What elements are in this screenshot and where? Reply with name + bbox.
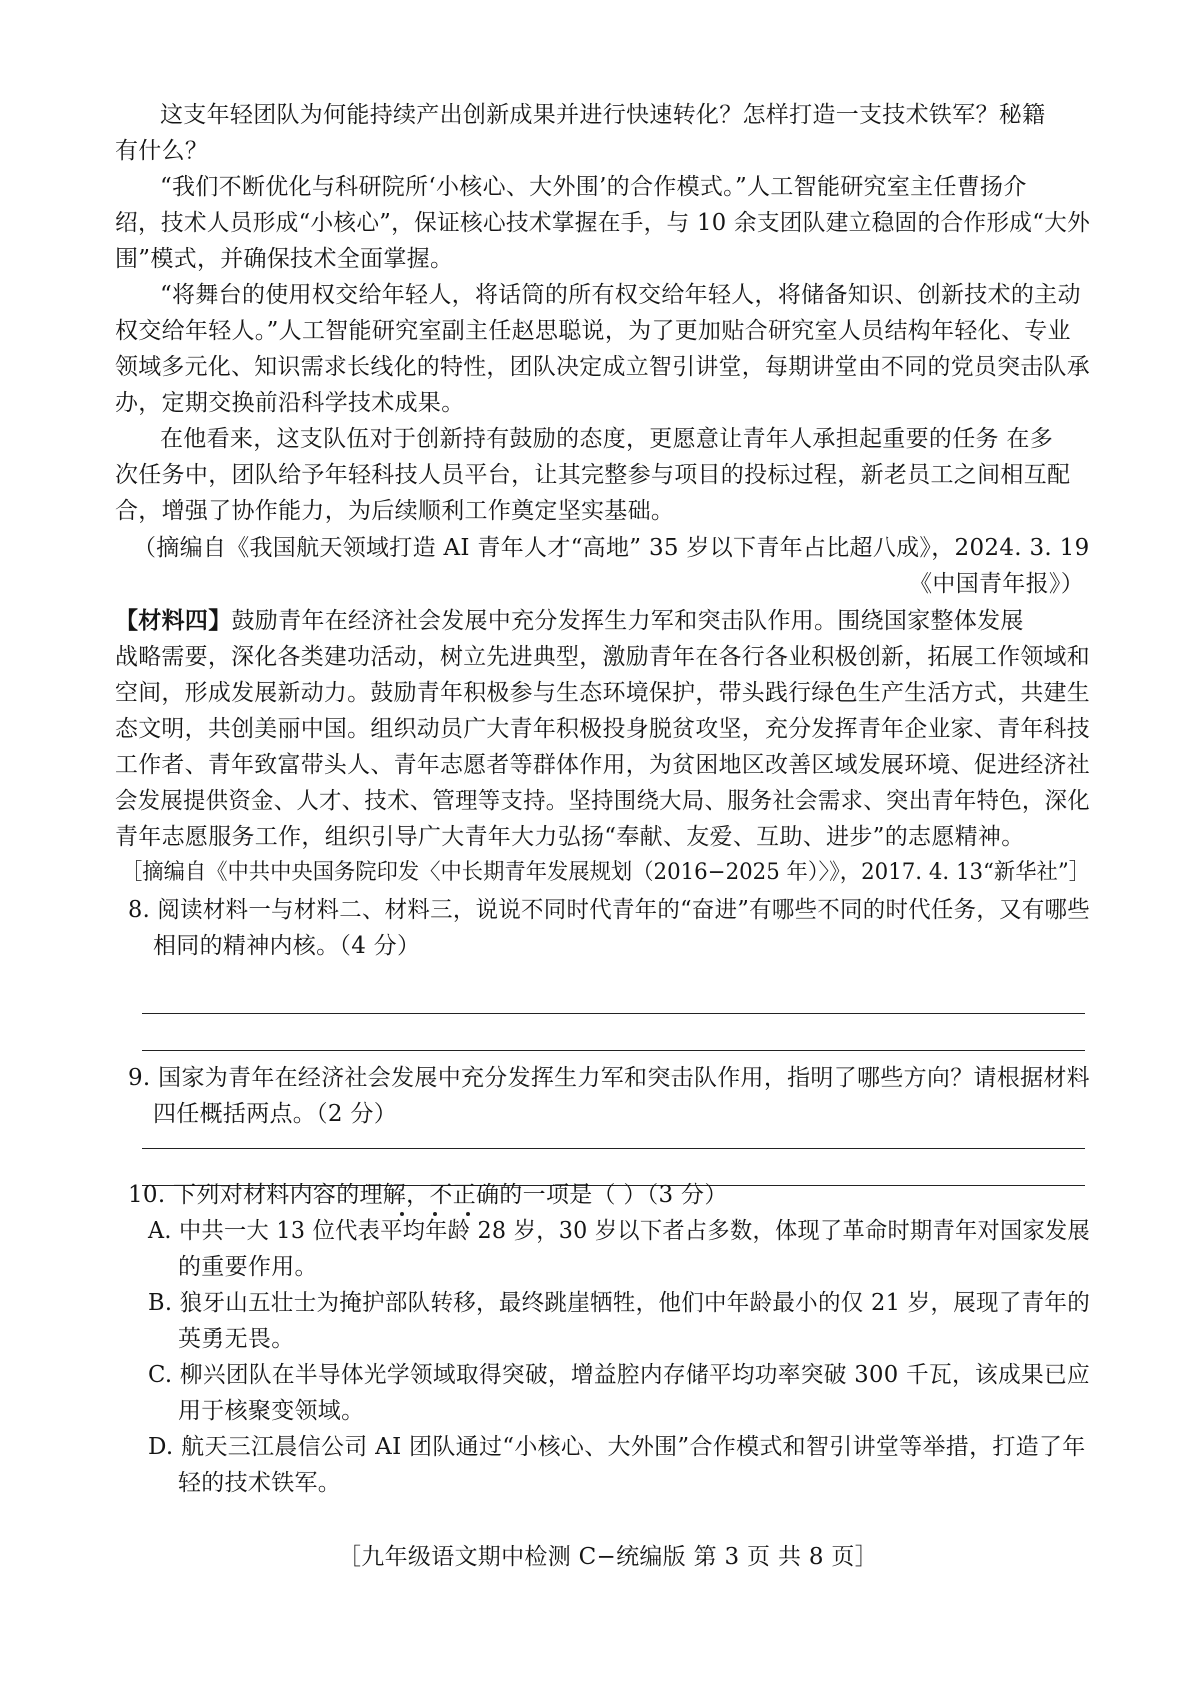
question-10-stem: 10. 下列对材料内容的理解，不正确的一项是（ ）（3 分）	[128, 1182, 728, 1208]
option-b: 英勇无畏。	[178, 1326, 295, 1352]
answer-line-q8[interactable]	[142, 1013, 1085, 1014]
text-line: 绍，技术人员形成“小核心”，保证核心技术掌握在手，与 10 余支团队建立稳固的合作形成“大外	[115, 210, 1091, 236]
text-line: 围”模式，并确保技术全面掌握。	[115, 246, 454, 272]
text-line: 办，定期交换前沿科学技术成果。	[115, 390, 465, 416]
material4-first-line	[115, 606, 1024, 636]
text-line: 有什么？	[115, 138, 209, 164]
option-c: 用于核聚变领域。	[178, 1398, 365, 1424]
option-a: 的重要作用。	[178, 1254, 318, 1280]
text-line: 战略需要，深化各类建功活动，树立先进典型，激励青年在各行各业积极创新，拓展工作领域和	[115, 644, 1090, 670]
source-citation: （摘编自《我国航天领域打造 AI 青年人才“高地” 35 岁以下青年占比超八成》，2024. 3. 19	[133, 535, 1090, 561]
text-line: 合，增强了协作能力，为后续顺利工作奠定坚实基础。	[115, 498, 675, 524]
answer-line-q9[interactable]	[142, 1148, 1085, 1149]
option-d: 轻的技术铁军。	[178, 1470, 342, 1496]
question-8: 8. 阅读材料一与材料二、材料三，说说不同时代青年的“奋进”有哪些不同的时代任务，又有哪些	[128, 897, 1091, 923]
text-line: 空间，形成发展新动力。鼓励青年积极参与生态环境保护，带头践行绿色生产生活方式，共建生	[115, 680, 1090, 706]
option-a: A. 中共一大 13 位代表平均年龄 28 岁，30 岁以下者占多数，体现了革命时期青年对国家发展	[148, 1218, 1091, 1244]
text-line: 青年志愿服务工作，组织引导广大青年大力弘扬“奉献、友爱、互助、进步”的志愿精神。	[115, 824, 1025, 850]
text-line: 会发展提供资金、人才、技术、管理等支持。坚持围绕大局、服务社会需求、突出青年特色，深化	[115, 788, 1090, 814]
text-line: 权交给年轻人。”人工智能研究室副主任赵思聪说，为了更加贴合研究室人员结构年轻化、专业	[115, 318, 1071, 344]
text-line: 领域多元化、知识需求长线化的特性，团队决定成立智引讲堂，每期讲堂由不同的党员突击队承	[115, 354, 1090, 380]
option-d: D. 航天三江晨信公司 AI 团队通过“小核心、大外围”合作模式和智引讲堂等举措，打造了年	[148, 1434, 1086, 1460]
text-line: 这支年轻团队为何能持续产出创新成果并进行快速转化？怎样打造一支技术铁军？秘籍	[160, 102, 1046, 128]
material4-label: 【材料四】	[115, 607, 232, 634]
text-line: 在他看来，这支队伍对于创新持有鼓励的态度，更愿意让青年人承担起重要的任务 在多	[160, 426, 1054, 452]
text-line: “我们不断优化与科研院所‘小核心、大外围’的合作模式。”人工智能研究室主任曹扬介	[160, 174, 1027, 200]
source-citation: ［摘编自《中共中央国务院印发〈中长期青年发展规划（2016−2025 年）〉》，2017. 4. 13“新华社”］	[121, 860, 1091, 885]
text-line: 次任务中，团队给予年轻科技人员平台，让其完整参与项目的投标过程，新老员工之间相互配	[115, 462, 1071, 488]
question-9: 9. 国家为青年在经济社会发展中充分发挥生力军和突击队作用，指明了哪些方向？请根据材料	[128, 1065, 1090, 1091]
source-citation: 《中国青年报》）	[909, 571, 1084, 597]
text-line: 态文明，共创美丽中国。组织动员广大青年积极投身脱贫攻坚，充分发挥青年企业家、青年科技	[115, 716, 1090, 742]
page-footer: ［九年级语文期中检测 C−统编版 第 3 页 共 8 页］	[338, 1544, 879, 1570]
question-8: 相同的精神内核。（4 分）	[153, 933, 421, 959]
option-b: B. 狼牙山五壮士为掩护部队转移，最终跳崖牺牲，他们中年龄最小的仅 21 岁，展现了青年的	[148, 1290, 1091, 1316]
option-c: C. 柳兴团队在半导体光学领域取得突破，增益腔内存储平均功率突破 300 千瓦，该成果已应	[148, 1362, 1091, 1388]
answer-line-q8[interactable]	[142, 1050, 1085, 1051]
text-line: “将舞台的使用权交给年轻人，将话筒的所有权交给年轻人，将储备知识、创新技术的主动	[160, 282, 1081, 308]
question-9: 四任概括两点。（2 分）	[153, 1101, 398, 1127]
text-line: 鼓励青年在经济社会发展中充分发挥生力军和突击队作用。围绕国家整体发展	[231, 608, 1024, 634]
text-line: 工作者、青年致富带头人、青年志愿者等群体作用，为贫困地区改善区域发展环境、促进经济社	[115, 752, 1090, 778]
